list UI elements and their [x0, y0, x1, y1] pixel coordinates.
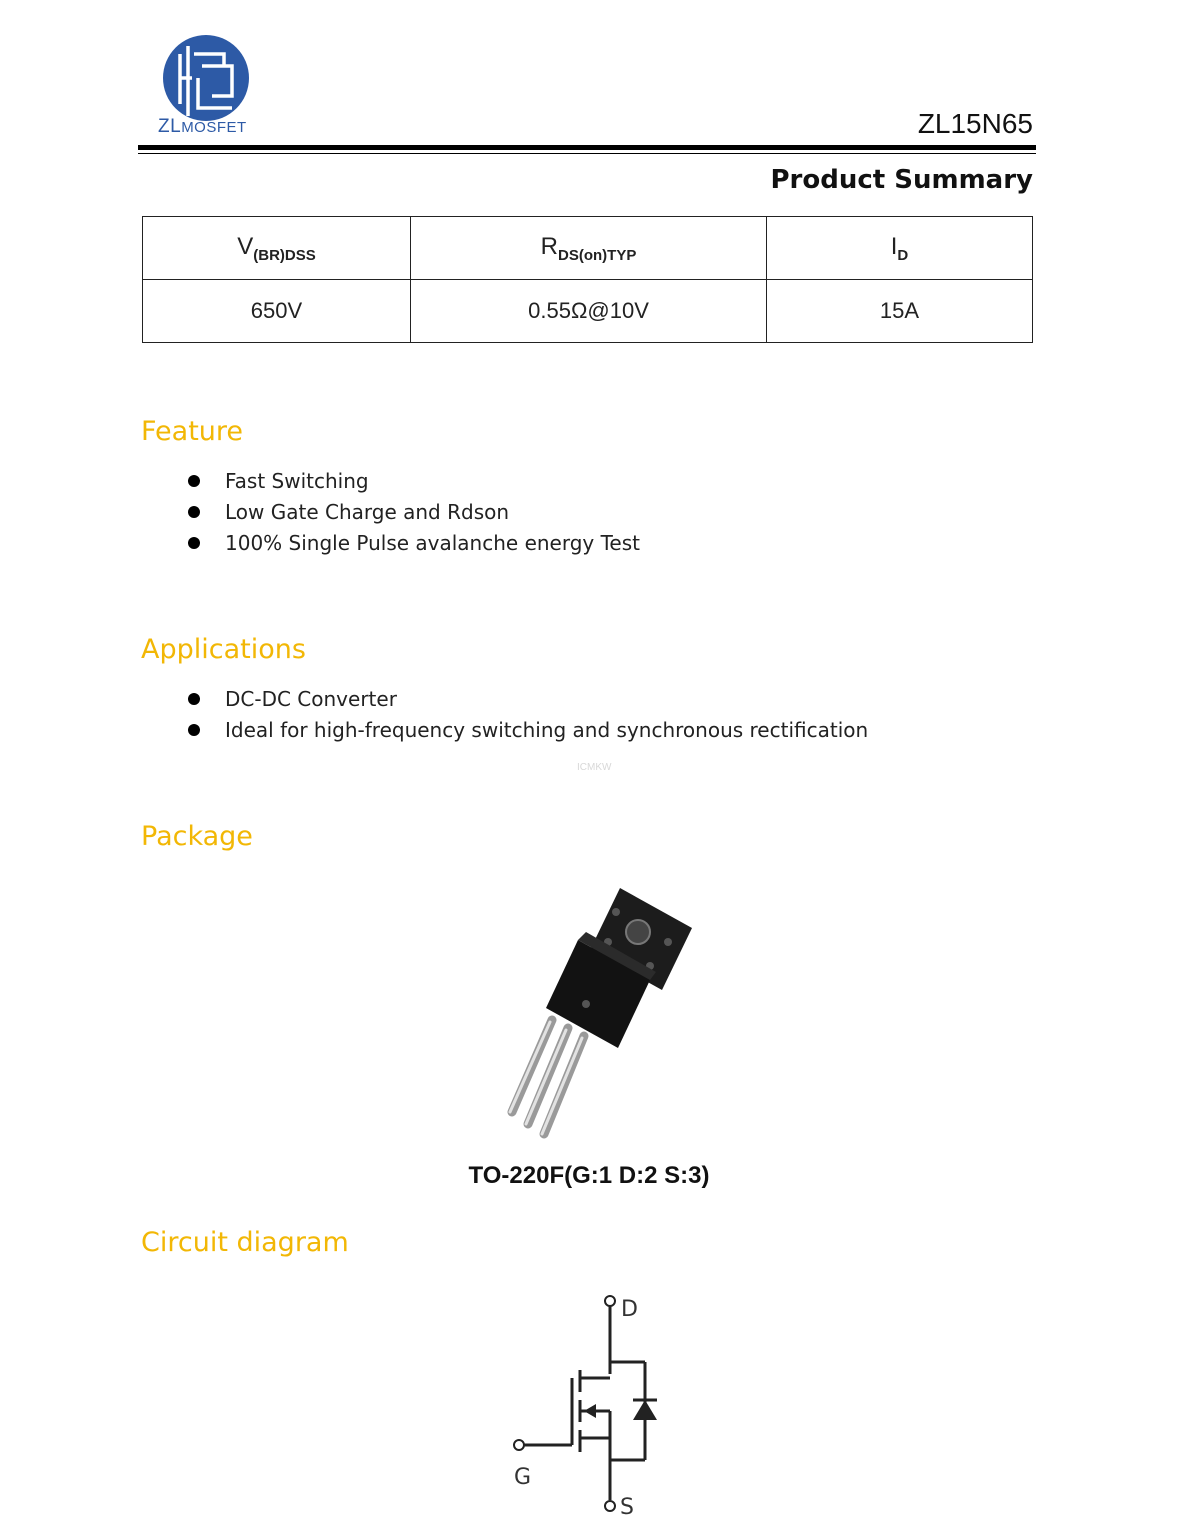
header-id: $I_D$	[767, 217, 1033, 280]
value-id: 15A	[767, 280, 1033, 343]
header-rule-thick	[138, 145, 1036, 150]
bullet-icon	[188, 475, 200, 487]
table-header-row	[143, 217, 1033, 280]
header-vbrdss: $V_{(BR)DSS}$	[143, 217, 411, 280]
drain-label: D	[621, 1297, 638, 1322]
bullet-icon	[188, 537, 200, 549]
value-vbrdss: 650V	[143, 280, 411, 343]
part-number: ZL15N65	[917, 108, 1033, 139]
watermark: ICMKW	[577, 762, 612, 773]
product-summary-table	[142, 216, 1033, 343]
to220f-package-image	[490, 880, 710, 1150]
table-row	[143, 280, 1033, 343]
value-rdson: 0.55Ω@10V	[411, 280, 767, 343]
bullet-icon	[188, 506, 200, 518]
mosfet-circuit-symbol	[500, 1290, 680, 1530]
logo-wordmark: ZLMOSFET	[158, 116, 247, 137]
applications-heading: Applications	[141, 634, 306, 665]
circuit-diagram-heading: Circuit diagram	[141, 1227, 349, 1258]
bullet-icon	[188, 724, 200, 736]
header-rdson: $R_{DS(on)TYP}$	[411, 217, 767, 280]
product-summary-title: Product Summary	[770, 165, 1033, 195]
package-caption: TO-220F(G:1 D:2 S:3)	[468, 1162, 710, 1189]
feature-heading: Feature	[141, 416, 244, 447]
gate-label: G	[514, 1465, 532, 1490]
bullet-icon	[188, 693, 200, 705]
source-label: S	[620, 1495, 634, 1520]
package-heading: Package	[141, 821, 253, 852]
header-rule-thin	[138, 153, 1036, 154]
